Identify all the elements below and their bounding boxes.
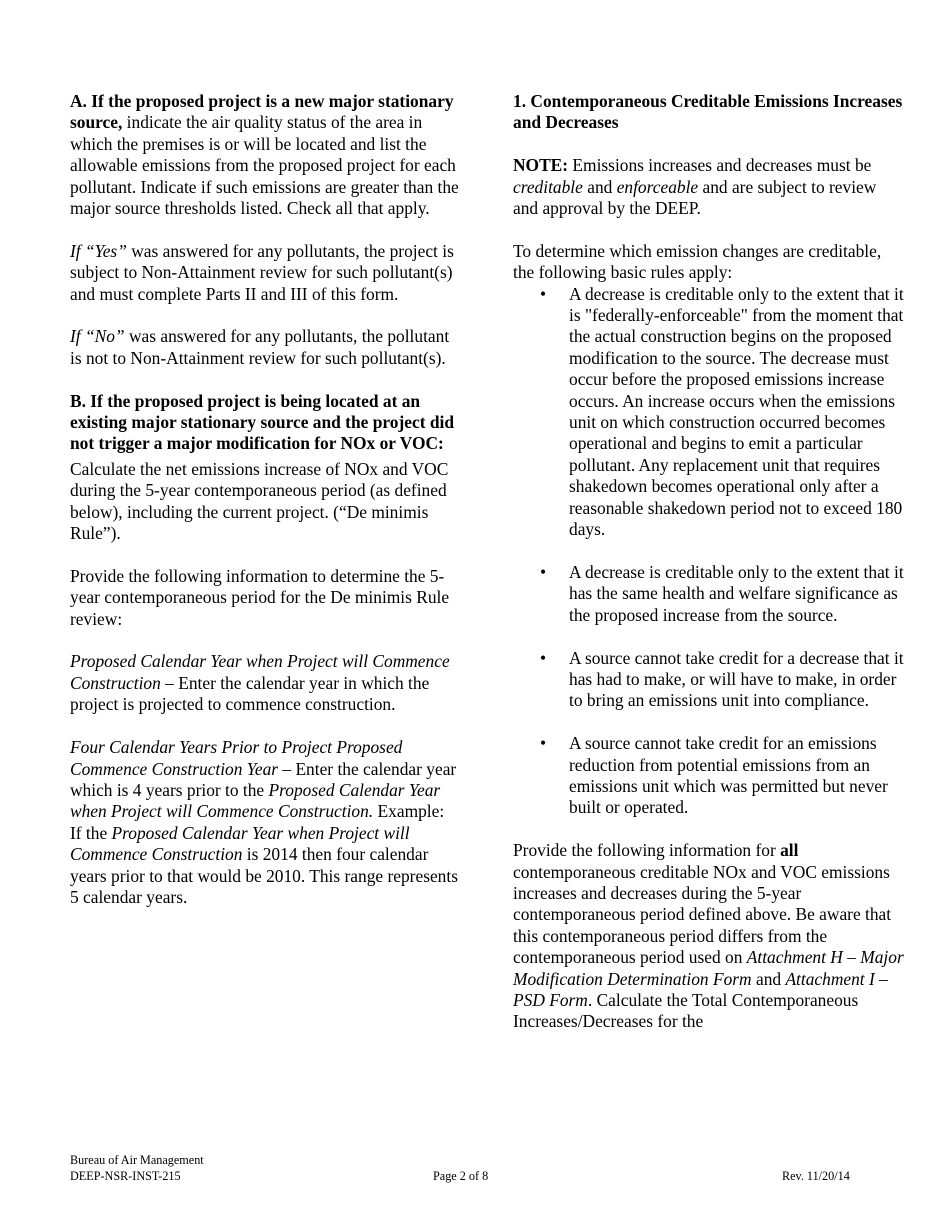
provide-body-1: Provide the following information for	[513, 840, 781, 861]
four-years-term-3: Proposed Calendar Year when Project will Commence Construction	[70, 822, 410, 865]
left-column	[70, 91, 460, 930]
attachment-h-ref: Attachment H – Major Modification Determination Form	[513, 947, 904, 989]
proposed-year-paragraph	[70, 651, 460, 715]
rule-text: A decrease is creditable only to the extent that it is "federally-enforceable" from the moment that the actual construction begins on the proposed modification to the source. The decrease must occur before the proposed emissions increase occurs. An increase occurs when the emissions unit on which construction occurred becomes operational and begins to emit a particular pollutant. Any replacement unit that requires shakedown becomes operational only after a reasonable shakedown period not to exceed 180 days.	[569, 283, 904, 540]
bullet-icon: •	[540, 561, 547, 582]
if-no-paragraph	[70, 326, 460, 369]
proposed-year-term: Proposed Calendar Year when Project will Commence Construction	[70, 651, 450, 693]
four-years-term-2: Proposed Calendar Year when Project will Commence Construction.	[70, 779, 441, 822]
four-years-paragraph	[70, 737, 460, 908]
attachment-i-ref: Attachment I – PSD Form	[513, 968, 888, 1010]
bullet-icon: •	[540, 733, 547, 754]
section-a-paragraph	[70, 91, 460, 219]
list-item	[513, 284, 905, 541]
bullet-icon: •	[540, 283, 547, 304]
list-item	[513, 648, 905, 712]
section-a-body: indicate the air quality status of the area in which the premises is or will be located and list the allowable emissions from the proposed project for each pollutant. Indicate if such emissions are greater than the major source thresholds listed. Check all that apply.	[70, 112, 459, 219]
if-yes-lead: If “Yes”	[70, 240, 127, 261]
provide-paragraph	[513, 840, 905, 1033]
four-years-body-2: Example: If the	[70, 801, 445, 843]
footer-page-number: Page 2 of 8	[433, 1169, 489, 1183]
rules-list	[513, 284, 905, 819]
four-years-body-3: is 2014 then four calendar years prior to that would be 2010. This range represents 5 calendar years.	[70, 844, 458, 907]
section-b-paragraph-2: Provide the following information to determine the 5-year contemporaneous period for the De minimis Rule review:	[70, 565, 450, 629]
note-term-creditable: creditable	[513, 176, 583, 197]
note-body-2: and	[582, 176, 617, 197]
section-b-heading: B. If the proposed project is being located at an existing major stationary source and the project did not trigger a major modification for NOx or VOC:	[70, 390, 455, 454]
note-label: NOTE:	[513, 155, 569, 176]
note-body-3: and are subject to review and approval by the DEEP.	[513, 176, 877, 219]
provide-body-4: . Calculate the Total Contemporaneous Increases/Decreases for the	[513, 989, 859, 1032]
right-column	[513, 91, 905, 1054]
section-b-paragraph-1: Calculate the net emissions increase of NOx and VOC during the 5-year contemporaneous period (as defined below), including the current project. (“De minimis Rule”).	[70, 458, 449, 544]
if-yes-paragraph	[70, 241, 460, 305]
footer-bureau: Bureau of Air Management	[70, 1153, 204, 1167]
rules-intro: To determine which emission changes are creditable, the following basic rules apply:	[513, 240, 882, 283]
rule-text: A source cannot take credit for a decrease that it has had to make, or will have to make, in order to bring an emissions unit into compliance.	[569, 647, 904, 711]
four-years-term: Four Calendar Years Prior to Project Proposed Commence Construction Year	[70, 737, 403, 779]
note-term-enforceable: enforceable	[616, 176, 699, 197]
section-a-lead: A. If the proposed project is a new major stationary source,	[70, 91, 454, 133]
rule-text: A source cannot take credit for an emissions reduction from potential emissions from an emissions unit which was permitted but never built or operated.	[569, 733, 888, 818]
proposed-year-body: – Enter the calendar year in which the project is projected to commence construction.	[70, 672, 430, 715]
if-no-lead: If “No”	[70, 326, 125, 347]
provide-body-3: and	[751, 968, 786, 989]
rule-text: A decrease is creditable only to the extent that it has the same health and welfare significance as the proposed increase from the source.	[569, 561, 904, 625]
list-item	[513, 562, 905, 626]
footer-form-id: DEEP-NSR-INST-215	[70, 1169, 181, 1183]
note-paragraph	[513, 155, 905, 219]
list-item	[513, 733, 905, 819]
four-years-body-1: – Enter the calendar year which is 4 years prior to the	[70, 758, 457, 800]
provide-all-emphasis: all	[780, 840, 799, 861]
if-yes-body: was answered for any pollutants, the project is subject to Non-Attainment review for such pollutant(s) and must complete Parts II and III of this form.	[70, 240, 454, 304]
note-body-1: Emissions increases and decreases must be	[568, 155, 872, 176]
provide-body-2: contemporaneous creditable NOx and VOC emissions increases and decreases during the 5-year contemporaneous period defined above. Be aware that this contemporaneous period differs from the contemporaneous period used on	[513, 861, 892, 968]
footer-left	[70, 1152, 204, 1184]
footer-revision: Rev. 11/20/14	[782, 1169, 850, 1183]
if-no-body: was answered for any pollutants, the pollutant is not to Non-Attainment review for such pollutant(s).	[70, 326, 450, 368]
bullet-icon: •	[540, 647, 547, 668]
section-1-heading: 1. Contemporaneous Creditable Emissions Increases and Decreases	[513, 91, 903, 133]
